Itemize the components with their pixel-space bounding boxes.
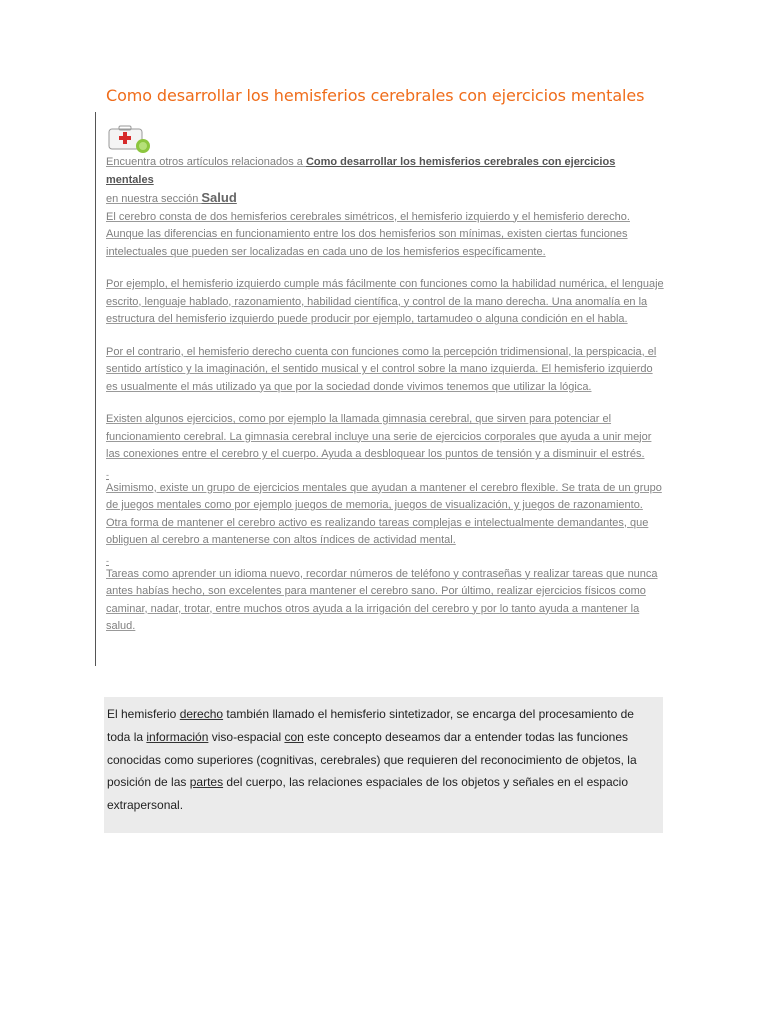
- separator-dash: -: [106, 469, 109, 480]
- article-body: [106, 154, 666, 651]
- section-link-salud[interactable]: Salud: [201, 190, 237, 205]
- related-article-link[interactable]: Como desarrollar los hemisferios cerebrales con ejercicios mentales: [106, 156, 616, 186]
- link-con[interactable]: con: [284, 729, 304, 744]
- box-text: también llamado el hemisferio sintetizador, se encarga del procesamiento de toda la: [107, 707, 634, 744]
- related-prefix: Encuentra otros artículos relacionados a: [106, 156, 306, 168]
- section-prefix: en nuestra sección: [106, 193, 202, 205]
- article-title: Como desarrollar los hemisferios cerebrales con ejercicios mentales: [106, 86, 645, 105]
- link-partes[interactable]: partes: [189, 775, 224, 790]
- paragraph-4: Existen algunos ejercicios, como por ejemplo la llamada gimnasia cerebral, que sirven para potenciar el funcionamiento cerebral. La gimnasia cerebral incluye una serie de ejercicios corporales que ayuda a unir mejor las conexiones entre el cerebro y el cuerpo. Ayuda a desbloquear los puntos de tensión y a disminuir el estrés.: [106, 413, 652, 460]
- paragraph-6: Tareas como aprender un idioma nuevo, recordar números de teléfono y contraseñas y realizar tareas que nunca antes habías hecho, son excelentes para mantener el cerebro sano. Por último, realizar ejercicios físicos como caminar, nadar, trotar, entre muchos otros ayuda a la irrigación del cerebro y por lo tanto ayuda a mantener la salud.: [106, 567, 658, 632]
- left-border: [95, 112, 96, 666]
- paragraph-5: Asimismo, existe un grupo de ejercicios mentales que ayudan a mantener el cerebro flexible. Se trata de un grupo de juegos mentales como por ejemplo juegos de memoria, juegos de visualización, y juegos de razonamiento. Otra forma de mantener el cerebro activo es realizando tareas complejas e intelectualmente demandantes, que obliguen al cerebro a mantenerse con altos índices de actividad mental.: [106, 481, 662, 546]
- box-text: viso-espacial: [208, 729, 285, 744]
- box-text: este concepto deseamos dar a entender todas las funciones conocidas como superiores (cognitivas, cerebrales) que requieren del reconocimiento de objetos, la posición de las: [107, 729, 637, 790]
- link-derecho[interactable]: derecho: [179, 707, 224, 721]
- link-informacion[interactable]: información: [146, 729, 209, 744]
- paragraph-3: Por el contrario, el hemisferio derecho cuenta con funciones como la percepción tridimensional, la perspicacia, el sentido artístico y la imaginación, el sentido musical y el control sobre la mano izquierda. El hemisferio izquierdo es usualmente el más utilizado ya que por la sociedad donde vivimos tenemos que utilizar la lógica.: [106, 345, 657, 393]
- first-aid-kit-icon: [106, 124, 154, 154]
- box-text: del cuerpo, las relaciones espaciales de los objetos y señales en el espacio extrapersonal.: [107, 775, 628, 813]
- separator-dash: -: [106, 555, 109, 566]
- paragraph-1: El cerebro consta de dos hemisferios cerebrales simétricos, el hemisferio izquierdo y el hemisferio derecho. Aunque las diferencias en funcionamiento entre los dos hemisferios son mínimas, existen ciertas funciones intelectuales que pueden ser localizadas en cada uno de los hemisferios específicamente.: [106, 210, 630, 258]
- related-line: [106, 154, 666, 189]
- box-text: El hemisferio: [107, 707, 180, 721]
- section-line: [106, 189, 666, 209]
- paragraph-2: Por ejemplo, el hemisferio izquierdo cumple más fácilmente con funciones como la habilidad numérica, el lenguaje escrito, lenguaje hablado, razonamiento, habilidad científica, y control de la mano derecha. Una anomalía en la estructura del hemisferio izquierdo puede producir por ejemplo, tartamudeo o alguna condición en el habla.: [106, 278, 664, 325]
- highlight-box: [104, 697, 663, 833]
